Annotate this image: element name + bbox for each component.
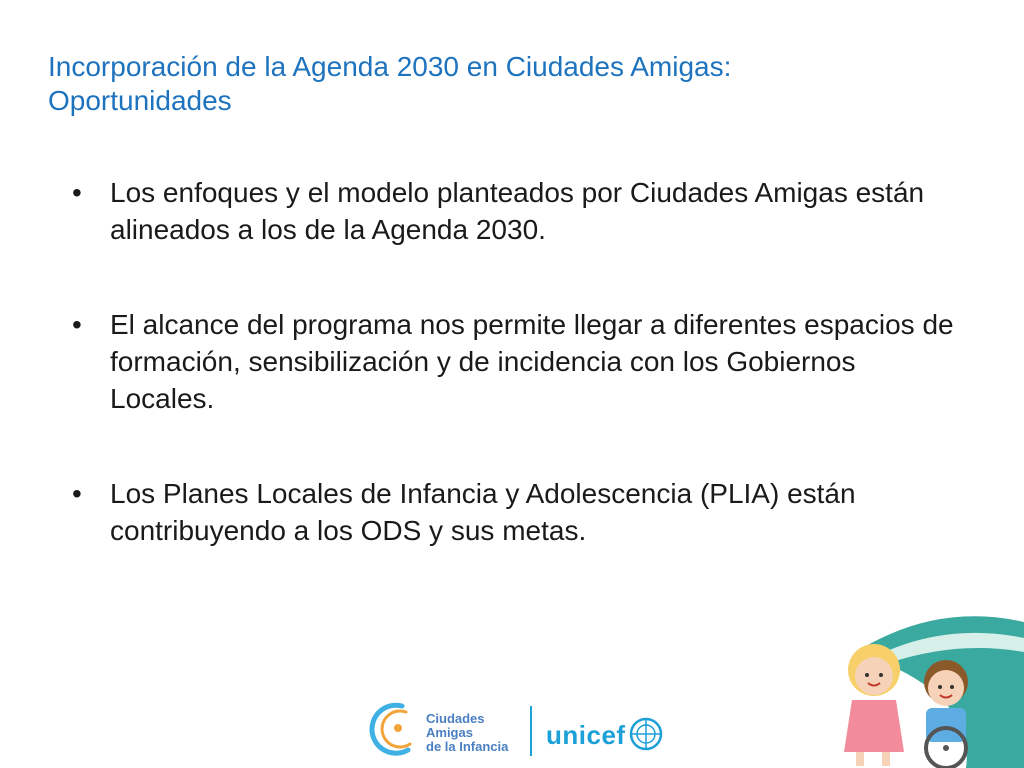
unicef-emblem-icon — [628, 716, 664, 752]
bullet-dot-icon: • — [72, 177, 82, 208]
slide-title-line1: Incorporación de la Agenda 2030 en Ciudades Amigas: — [48, 51, 732, 82]
ciudades-line2: Amigas — [426, 725, 473, 740]
bullet-text: Los Planes Locales de Infancia y Adolescencia (PLIA) están contribuyendo a los ODS y sus metas. — [110, 478, 856, 546]
logo-divider — [530, 706, 532, 756]
ciudades-line3: de la Infancia — [426, 739, 509, 754]
bullet-item — [72, 475, 962, 549]
bullet-dot-icon: • — [72, 478, 82, 509]
bullet-text: Los enfoques y el modelo planteados por Ciudades Amigas están alineados a los de la Agenda 2030. — [110, 177, 925, 245]
children-illustration — [816, 612, 1024, 768]
footer-logos — [362, 698, 682, 760]
unicef-wordmark: unicef — [546, 720, 626, 750]
ciudades-amigas-wordmark — [426, 712, 508, 754]
bullet-text: El alcance del programa nos permite llegar a diferentes espacios de formación, sensibilización y de incidencia con los Gobiernos Locales. — [110, 309, 954, 414]
bullet-list — [72, 174, 962, 607]
bullet-item — [72, 306, 962, 417]
ciudades-line1: Ciudades — [426, 711, 485, 726]
slide-title — [48, 50, 948, 118]
bullet-dot-icon: • — [72, 309, 82, 340]
bullet-item — [72, 174, 962, 248]
slide-title-line2: Oportunidades — [48, 85, 232, 116]
